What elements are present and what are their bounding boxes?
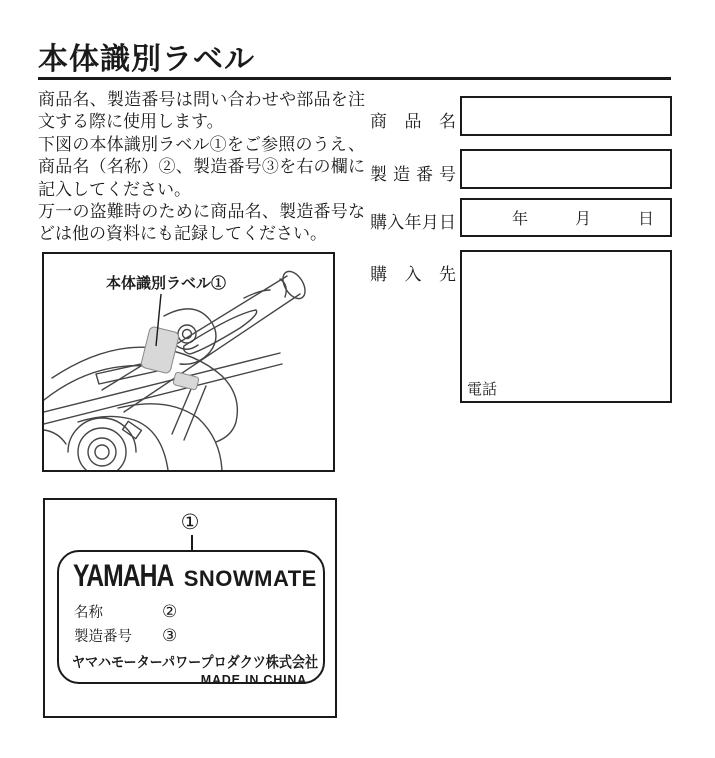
- product-name-field: [460, 96, 672, 136]
- product-name-label: 商品名: [370, 112, 456, 131]
- ref-number-1: ①: [180, 511, 200, 534]
- page-title: 本体識別ラベル: [38, 43, 255, 76]
- product-model-text: SNOWMATE: [183, 566, 317, 591]
- machine-illustration: [42, 252, 335, 472]
- dealer-label: 購入先: [370, 265, 456, 284]
- snowblower-line-drawing: [44, 254, 333, 470]
- month-unit: 月: [574, 211, 591, 228]
- company-logo-text: ヤマハモーターパワープロダクツ株式会社: [72, 654, 319, 671]
- ref-number-2: ②: [162, 601, 178, 621]
- ref-number-3: ③: [162, 625, 178, 645]
- label-name-row: [74, 601, 177, 622]
- phone-label: 電話: [467, 381, 498, 398]
- label-name-caption: 名称: [74, 605, 103, 621]
- dealer-field: [460, 250, 672, 403]
- intro-text: [38, 89, 365, 246]
- logo-row: [73, 557, 317, 594]
- day-unit: 日: [637, 211, 654, 228]
- intro-paragraph: 万一の盗難時のために商品名、製造番号などは他の資料にも記録してください。: [38, 202, 365, 244]
- identification-label: [57, 550, 325, 687]
- callout-text: 本体識別ラベル①: [106, 275, 227, 292]
- serial-number-label: 製造番号: [370, 165, 456, 184]
- purchase-date-field: [460, 198, 672, 237]
- label-serial-row: [74, 625, 177, 646]
- intro-paragraph: 商品名、製造番号は問い合わせや部品を注文する際に使用します。: [38, 90, 365, 132]
- purchase-date-label: 購入年月日: [370, 213, 456, 232]
- label-serial-caption: 製造番号: [74, 629, 132, 645]
- title-divider: [38, 77, 671, 80]
- label-diagram: [43, 498, 337, 718]
- made-in-text: MADE IN CHINA: [200, 673, 307, 687]
- yamaha-logo: YAMAHA: [73, 557, 174, 594]
- ref-pointer-line: [191, 535, 193, 550]
- intro-paragraph: 下図の本体識別ラベル①をご参照のうえ、商品名（名称）②、製造番号③を右の欄に記入してください。: [38, 134, 365, 199]
- year-unit: 年: [512, 211, 529, 228]
- serial-number-field: [460, 149, 672, 189]
